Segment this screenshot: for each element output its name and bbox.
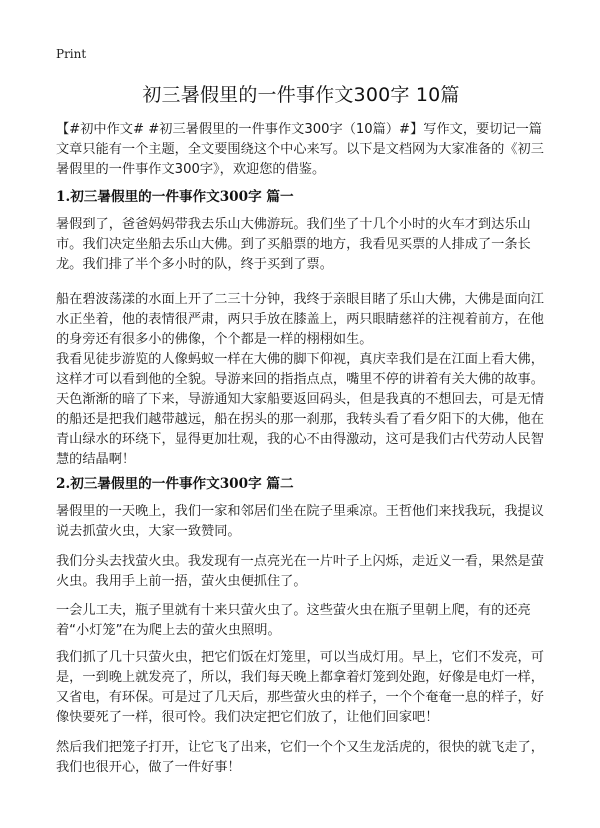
section-2-paragraph-2: 我们分头去找萤火虫。我发现有一点亮光在一片叶子上闪烁，走近义一看，果然是萤火虫。我用手上前一捂，萤火虫便抓住了。 [56,554,544,589]
section-2-paragraph-5: 然后我们把笼子打开，让它飞了出来，它们一个个又生龙活虎的，很快的就飞走了，我们也很开心，做了一件好事！ [56,740,544,775]
section-1-paragraph-2: 船在碧波荡漾的水面上开了二三十分钟，我终于亲眼目睹了乐山大佛，大佛是面向江水正坐着，他的表情很严肃，两只手放在膝盖上，两只眼睛慈祥的注视着前方，在他的身旁还有很多小的佛像，个个都是一样的栩栩如生。 [56,292,544,347]
page-title: 初三暑假里的一件事作文300字 10篇 [142,84,460,106]
section-2-paragraph-3: 一会儿工夫，瓶子里就有十来只萤火虫了。这些萤火虫在瓶子里朝上爬，有的还亮着“小灯笼”在为爬上去的萤火虫照明。 [56,603,531,638]
section-1-paragraph-1: 暑假到了，爸爸妈妈带我去乐山大佛游玩。我们坐了十几个小时的火车才到达乐山市。我们决定坐船去乐山大佛。到了买船票的地方，我看见买票的人排成了一条长龙。我们排了半个多小时的队，终于买到了票。 [56,217,531,272]
intro-paragraph: 【#初中作文# #初三暑假里的一件事作文300字（10篇）#】写作文，要切记一篇文章只能有一个主题，全文要围绕这个中心来写。以下是文档网为大家准备的《初三暑假里的一件事作文300字》，欢迎您的借鉴。 [56,122,544,177]
section-heading-2: 2.初三暑假里的一件事作文300字 篇二 [56,476,294,492]
section-heading-1: 1.初三暑假里的一件事作文300字 篇一 [56,189,294,205]
section-2-paragraph-1: 暑假里的一天晚上，我们一家和邻居们坐在院子里乘凉。王哲他们来找我玩，我提议说去抓萤火虫，大家一致赞同。 [56,504,544,539]
print-label: Print [56,47,87,61]
section-1-paragraph-3: 我看见徒步游览的人像蚂蚁一样在大佛的脚下仰视，真庆幸我们是在江面上看大佛，这样才可以看到他的全貌。导游来回的指指点点，嘴里不停的讲着有关大佛的故事。天色渐渐的暗了下来，导游通知大家船要返回码头，但是我真的不想回去，可是无情的船还是把我们越带越远，船在拐头的那一刹那，我转头看了看夕阳下的大佛，他在青山绿水的环绕下，显得更加壮观，我的心不由得激动，这可是我们古代劳动人民智慧的结晶啊！ [56,352,544,467]
section-2-paragraph-4: 我们抓了几十只萤火虫，把它们饭在灯笼里，可以当成灯用。早上，它们不发亮，可是，一到晚上就发亮了，所以，我们每天晚上都拿着灯笼到处跑，好像是电灯一样，又省电，有环保。可是过了几天后，那些萤火虫的样子，一个个奄奄一息的样子，好像快要死了一样，很可怜。我们决定把它们放了，让他们回家吧！ [56,650,544,725]
